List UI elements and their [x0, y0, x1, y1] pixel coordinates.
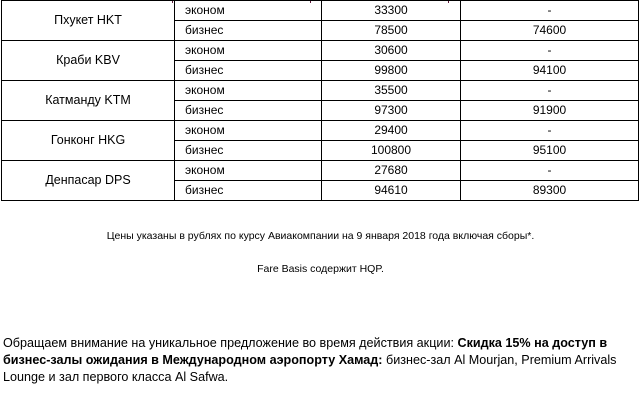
prices-note: Цены указаны в рублях по курсу Авиакомпании на 9 января 2018 года включая сборы*.: [106, 230, 535, 242]
table-row: [2, 41, 639, 61]
promo-intro: Обращаем внимание на уникальное предложение во время действия акции:: [3, 336, 458, 350]
class-cell-business: бизнес: [175, 181, 322, 201]
class-cell-economy: эконом: [175, 41, 322, 61]
price-cell-discount: -: [461, 161, 639, 181]
price-cell: 94610: [322, 181, 461, 201]
price-cell-discount: -: [461, 121, 639, 141]
promo-rest: бизнес-зал Al Mourjan, Premium Arrivals Lounge и зал первого класса Al Safwa.: [3, 353, 617, 384]
table-row: [2, 161, 639, 181]
class-cell-business: бизнес: [175, 21, 322, 41]
table-row: [2, 1, 639, 21]
table-row: [2, 121, 639, 141]
price-cell: 29400: [322, 121, 461, 141]
city-cell: Денпасар DPS: [2, 161, 175, 201]
price-cell-discount: 91900: [461, 101, 639, 121]
price-cell: 27680: [322, 161, 461, 181]
promo-paragraph: [3, 335, 639, 386]
price-cell-discount: 89300: [461, 181, 639, 201]
price-cell: 100800: [322, 141, 461, 161]
city-cell: Гонконг HKG: [2, 121, 175, 161]
price-cell-discount: -: [461, 81, 639, 101]
class-cell-business: бизнес: [175, 61, 322, 81]
class-cell-economy: эконом: [175, 1, 322, 21]
class-cell-business: бизнес: [175, 141, 322, 161]
city-cell: Пхукет HKT: [2, 1, 175, 41]
city-cell: Краби KBV: [2, 41, 175, 81]
class-cell-economy: эконом: [175, 161, 322, 181]
fare-basis-note: Fare Basis содержит HQP.: [257, 263, 384, 275]
class-cell-economy: эконом: [175, 121, 322, 141]
class-cell-business: бизнес: [175, 101, 322, 121]
fares-table: [1, 0, 639, 201]
price-cell: 97300: [322, 101, 461, 121]
price-cell-discount: 74600: [461, 21, 639, 41]
price-cell: 35500: [322, 81, 461, 101]
price-cell: 33300: [322, 1, 461, 21]
city-cell: Катманду KTM: [2, 81, 175, 121]
price-cell: 78500: [322, 21, 461, 41]
price-cell-discount: -: [461, 1, 639, 21]
class-cell-economy: эконом: [175, 81, 322, 101]
promo-highlight: Скидка 15% на доступ в бизнес-залы ожидания в Международном аэропорту Хамад:: [3, 336, 608, 367]
price-cell-discount: 94100: [461, 61, 639, 81]
price-cell: 30600: [322, 41, 461, 61]
price-cell-discount: -: [461, 41, 639, 61]
price-cell: 99800: [322, 61, 461, 81]
table-row: [2, 81, 639, 101]
price-cell-discount: 95100: [461, 141, 639, 161]
